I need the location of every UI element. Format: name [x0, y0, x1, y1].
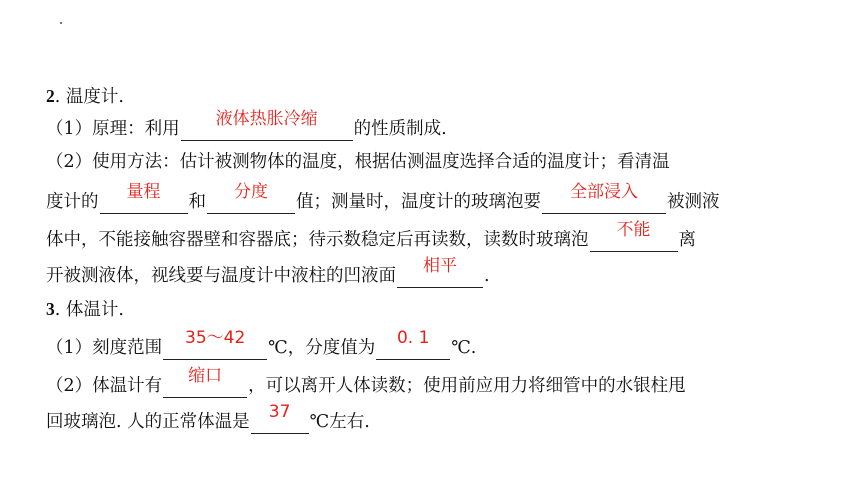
blank-level[interactable] — [397, 256, 483, 288]
thermometer-neck-line: （2）体温计有 缩口 ，可以离开人体读数；使用前应用力将细管中的水银柱甩 — [46, 366, 686, 396]
usage-line-1: （2）使用方法：估计被测物体的温度，根据估测温度选择合适的温度计；看清温 — [46, 152, 670, 172]
blank-scale-range[interactable] — [163, 328, 267, 360]
normal-temperature-line: 回玻璃泡. 人的正常体温是 37 ℃左右. — [46, 402, 370, 432]
blank-principle[interactable] — [181, 109, 353, 141]
usage-line-2: 度计的 量程 和 分度 值；测量时，温度计的玻璃泡要 全部浸入 被测液 — [46, 182, 720, 212]
blank-cannot[interactable] — [590, 220, 678, 252]
answer-cannot: 不能 — [616, 220, 651, 240]
answer-immerse: 全部浸入 — [570, 182, 638, 202]
usage-line-4: 开被测液体，视线要与温度计中液柱的凹液面 相平 . — [46, 256, 490, 286]
answer-neck: 缩口 — [188, 366, 223, 386]
answer-scale-range: 35～42 — [185, 328, 246, 348]
decorative-dot — [60, 22, 62, 24]
answer-body-temp: 37 — [268, 402, 291, 422]
blank-body-temp[interactable] — [251, 402, 309, 434]
usage-line-3: 体中，不能接触容器壁和容器底；待示数稳定后再读数，读数时玻璃泡 不能 离 — [46, 220, 696, 250]
answer-division: 分度 — [234, 182, 268, 202]
section-2-title: 2. 温度计. — [46, 86, 124, 107]
thermometer-range-line: （1）刻度范围 35～42 ℃，分度值为 0. 1 ℃. — [46, 328, 477, 358]
blank-division-value[interactable] — [376, 328, 450, 360]
principle-line: （1）原理：利用 液体热胀冷缩 的性质制成. — [46, 109, 447, 139]
answer-range: 量程 — [126, 182, 161, 202]
section-3-title: 3. 体温计. — [46, 299, 124, 320]
blank-immerse[interactable] — [542, 182, 666, 214]
blank-range[interactable] — [100, 182, 188, 214]
answer-division-value: 0. 1 — [396, 328, 430, 348]
blank-neck[interactable] — [163, 366, 247, 398]
answer-principle: 液体热胀冷缩 — [215, 109, 318, 129]
answer-level: 相平 — [423, 256, 457, 276]
blank-division[interactable] — [207, 182, 295, 214]
